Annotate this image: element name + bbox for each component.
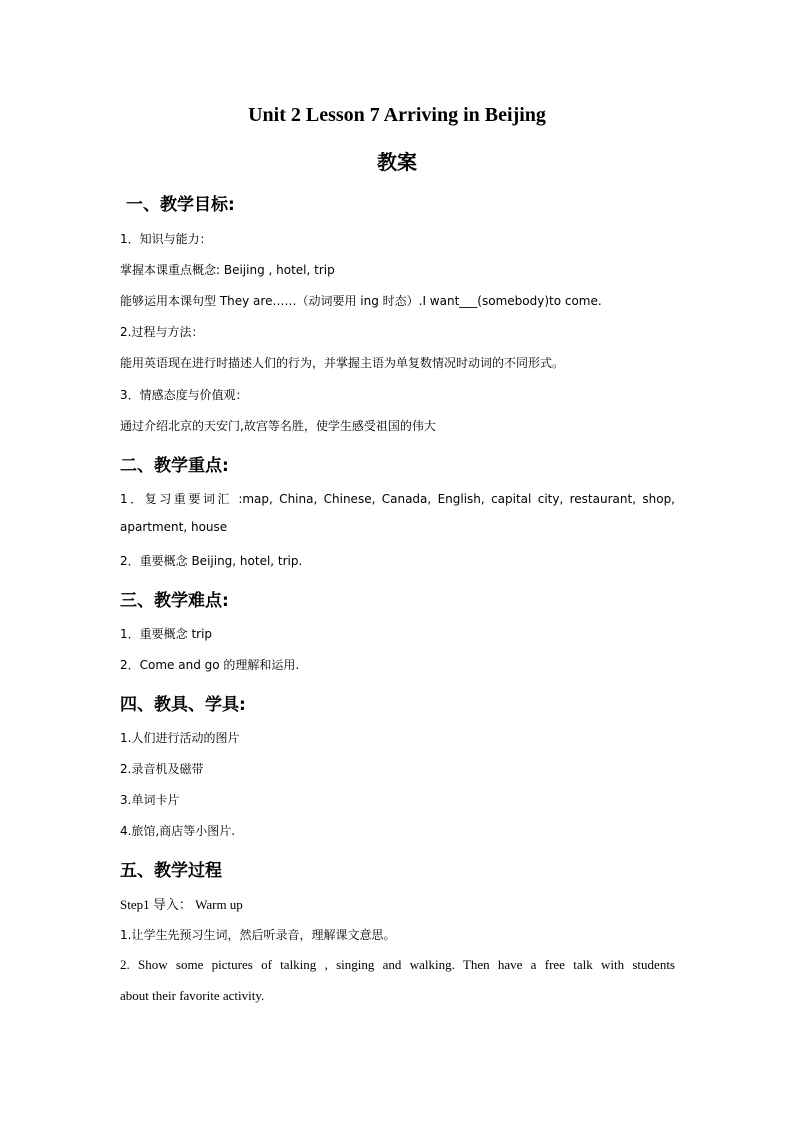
- paragraph-line: Step1 导入： Warm up: [120, 897, 243, 912]
- paragraph-line: 4.旅馆,商店等小图片.: [120, 824, 236, 838]
- document-subtitle: 教案: [377, 150, 417, 174]
- paragraph-line: 2.过程与方法：: [120, 325, 204, 339]
- paragraph-line: 1.让学生先预习生词，然后听录音，理解课文意思。: [120, 928, 396, 942]
- paragraph-line: 通过介绍北京的天安门,故宫等名胜，使学生感受祖国的伟大: [120, 419, 436, 433]
- paragraph-line: 3．情感态度与价值观：: [120, 388, 248, 402]
- paragraph-line: 1．知识与能力：: [120, 232, 212, 246]
- paragraph-line: apartment, house: [120, 520, 228, 534]
- paragraph-line: 能用英语现在进行时描述人们的行为，并掌握主语为单复数情况时动词的不同形式。: [120, 356, 565, 370]
- paragraph-line: 1．复习重要词汇 :map, China, Chinese, Canada, English, capital city, restaurant, shop,: [120, 492, 675, 506]
- document-title: Unit 2 Lesson 7 Arriving in Beijing: [248, 104, 546, 126]
- paragraph-line: 2.录音机及磁带: [120, 762, 204, 776]
- paragraph-line: 3.单词卡片: [120, 793, 180, 807]
- paragraph-line: 1.人们进行活动的图片: [120, 731, 240, 745]
- paragraph-line: 2．Come and go 的理解和运用.: [120, 658, 300, 672]
- section-heading-teaching-aids: 四、教具、学具:: [120, 695, 246, 715]
- paragraph-line: 2. Show some pictures of talking , singing and walking. Then have a free talk with students: [120, 957, 675, 972]
- paragraph-line: 2．重要概念 Beijing, hotel, trip.: [120, 554, 303, 568]
- paragraph-line: 掌握本课重点概念: Beijing , hotel, trip: [120, 263, 335, 277]
- paragraph-line: about their favorite activity.: [120, 988, 265, 1003]
- section-heading-key-points: 二、教学重点:: [120, 456, 229, 476]
- section-heading-difficulties: 三、教学难点:: [120, 591, 229, 611]
- paragraph-line: 能够运用本课句型 They are……（动词要用 ing 时态）.I want___(somebody)to come.: [120, 294, 602, 308]
- section-heading-objectives: 一、教学目标:: [126, 195, 235, 215]
- section-heading-procedure: 五、教学过程: [120, 861, 222, 881]
- paragraph-line: 1．重要概念 trip: [120, 627, 213, 641]
